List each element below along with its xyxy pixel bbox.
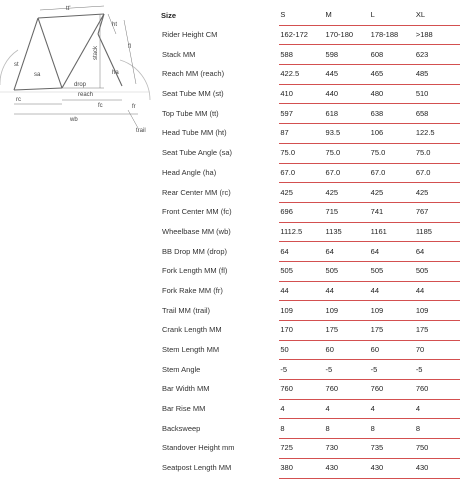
row-value: 8 bbox=[279, 419, 324, 439]
row-value: 598 bbox=[325, 45, 370, 65]
row-label: Fork Rake MM (fr) bbox=[162, 285, 223, 295]
row-value: 422.5 bbox=[279, 65, 324, 85]
table-row bbox=[160, 124, 460, 144]
row-value: 109 bbox=[279, 301, 324, 321]
table-row bbox=[160, 242, 460, 262]
row-value: 1161 bbox=[370, 222, 415, 242]
row-value: 380 bbox=[279, 458, 324, 478]
row-value: 485 bbox=[415, 65, 460, 85]
row-label: Head Tube MM (ht) bbox=[162, 128, 227, 138]
table-header-row bbox=[160, 6, 460, 25]
label-st: st bbox=[14, 62, 19, 68]
geometry-table bbox=[160, 6, 460, 479]
row-value: 425 bbox=[279, 183, 324, 203]
row-value: 109 bbox=[370, 301, 415, 321]
row-value: 109 bbox=[325, 301, 370, 321]
row-value: 75.0 bbox=[279, 143, 324, 163]
dimension-lines bbox=[0, 6, 150, 128]
row-label: Head Angle (ha) bbox=[162, 167, 217, 177]
row-label: Seat Tube MM (st) bbox=[162, 89, 224, 99]
row-label: Top Tube MM (tt) bbox=[162, 108, 219, 118]
row-value: 440 bbox=[325, 84, 370, 104]
row-value: 178-188 bbox=[370, 25, 415, 45]
row-value: 162-172 bbox=[279, 25, 324, 45]
row-label: Bar Width MM bbox=[162, 384, 210, 394]
row-value: 760 bbox=[325, 380, 370, 400]
bike-frame-drawing bbox=[0, 0, 158, 140]
row-value: 410 bbox=[279, 84, 324, 104]
header-xl: XL bbox=[415, 6, 460, 25]
row-value: 44 bbox=[415, 281, 460, 301]
row-value: 618 bbox=[325, 104, 370, 124]
row-value: 480 bbox=[370, 84, 415, 104]
row-value: 430 bbox=[325, 458, 370, 478]
row-value: 64 bbox=[370, 242, 415, 262]
label-sa: sa bbox=[34, 72, 41, 78]
row-value: 64 bbox=[279, 242, 324, 262]
label-stack: stack bbox=[93, 45, 99, 60]
row-value: 767 bbox=[415, 202, 460, 222]
row-value: 44 bbox=[370, 281, 415, 301]
row-value: 735 bbox=[370, 439, 415, 459]
row-value: 1185 bbox=[415, 222, 460, 242]
row-value: 8 bbox=[370, 419, 415, 439]
row-label: BB Drop MM (drop) bbox=[162, 246, 228, 256]
row-label: Rider Height CM bbox=[162, 30, 218, 40]
row-value: 725 bbox=[279, 439, 324, 459]
row-value: 50 bbox=[279, 340, 324, 360]
row-value: 70 bbox=[415, 340, 460, 360]
table-row bbox=[160, 25, 460, 45]
table-row bbox=[160, 301, 460, 321]
row-value: 67.0 bbox=[325, 163, 370, 183]
row-label: Backsweep bbox=[162, 423, 201, 433]
row-value: 67.0 bbox=[370, 163, 415, 183]
row-value: 75.0 bbox=[415, 143, 460, 163]
row-value: 696 bbox=[279, 202, 324, 222]
row-label: Stack MM bbox=[162, 49, 196, 59]
row-value: 430 bbox=[415, 458, 460, 478]
row-value: -5 bbox=[325, 360, 370, 380]
row-value: 170 bbox=[279, 321, 324, 341]
row-value: -5 bbox=[279, 360, 324, 380]
row-label: Wheelbase MM (wb) bbox=[162, 226, 231, 236]
table-row bbox=[160, 104, 460, 124]
row-value: 109 bbox=[415, 301, 460, 321]
row-label: Trail MM (trail) bbox=[162, 305, 211, 315]
row-value: 1112.5 bbox=[279, 222, 324, 242]
row-value: 597 bbox=[279, 104, 324, 124]
row-value: 170-180 bbox=[325, 25, 370, 45]
row-value: 425 bbox=[415, 183, 460, 203]
row-value: 175 bbox=[415, 321, 460, 341]
row-value: 60 bbox=[325, 340, 370, 360]
row-value: 638 bbox=[370, 104, 415, 124]
row-value: 760 bbox=[415, 380, 460, 400]
frame-lines bbox=[14, 14, 122, 90]
row-value: 93.5 bbox=[325, 124, 370, 144]
header-size: Size bbox=[161, 10, 177, 20]
label-ha: ha bbox=[112, 70, 119, 76]
table-row bbox=[160, 202, 460, 222]
row-value: 87 bbox=[279, 124, 324, 144]
row-value: 8 bbox=[415, 419, 460, 439]
row-value: 505 bbox=[370, 261, 415, 281]
row-value: -5 bbox=[415, 360, 460, 380]
row-value: 175 bbox=[370, 321, 415, 341]
row-label: Reach MM (reach) bbox=[162, 69, 225, 79]
row-value: 658 bbox=[415, 104, 460, 124]
row-value: 4 bbox=[415, 399, 460, 419]
row-value: 505 bbox=[279, 261, 324, 281]
row-label: Seatpost Length MM bbox=[162, 463, 232, 473]
header-m: M bbox=[325, 6, 370, 25]
row-value: 64 bbox=[325, 242, 370, 262]
table-row bbox=[160, 419, 460, 439]
table-row bbox=[160, 399, 460, 419]
table-row bbox=[160, 439, 460, 459]
row-value: 623 bbox=[415, 45, 460, 65]
row-value: 8 bbox=[325, 419, 370, 439]
row-value: 425 bbox=[325, 183, 370, 203]
label-rc: rc bbox=[16, 97, 21, 103]
table-row bbox=[160, 281, 460, 301]
row-value: -5 bbox=[370, 360, 415, 380]
row-value: 741 bbox=[370, 202, 415, 222]
row-value: 4 bbox=[279, 399, 324, 419]
row-value: 4 bbox=[370, 399, 415, 419]
row-value: 1135 bbox=[325, 222, 370, 242]
geometry-table-body bbox=[160, 6, 460, 478]
table-row bbox=[160, 458, 460, 478]
label-fl: fl bbox=[128, 44, 131, 50]
label-trail: trail bbox=[136, 128, 146, 134]
label-fr: fr bbox=[132, 104, 136, 110]
table-row bbox=[160, 321, 460, 341]
table-row bbox=[160, 143, 460, 163]
row-value: 608 bbox=[370, 45, 415, 65]
row-value: >188 bbox=[415, 25, 460, 45]
table-row bbox=[160, 261, 460, 281]
row-value: 425 bbox=[370, 183, 415, 203]
label-drop: drop bbox=[74, 82, 87, 88]
geometry-diagram bbox=[0, 0, 158, 140]
row-value: 760 bbox=[279, 380, 324, 400]
row-value: 588 bbox=[279, 45, 324, 65]
table-row bbox=[160, 380, 460, 400]
row-value: 175 bbox=[325, 321, 370, 341]
row-value: 505 bbox=[415, 261, 460, 281]
row-label: Fork Length MM (fl) bbox=[162, 266, 228, 276]
row-value: 44 bbox=[325, 281, 370, 301]
row-value: 75.0 bbox=[370, 143, 415, 163]
row-value: 750 bbox=[415, 439, 460, 459]
label-fc: fc bbox=[98, 103, 103, 109]
row-label: Standover Height mm bbox=[162, 443, 235, 453]
row-label: Front Center MM (fc) bbox=[162, 207, 232, 217]
table-row bbox=[160, 163, 460, 183]
table-row bbox=[160, 45, 460, 65]
row-value: 4 bbox=[325, 399, 370, 419]
table-row bbox=[160, 84, 460, 104]
row-value: 510 bbox=[415, 84, 460, 104]
row-label: Stem Length MM bbox=[162, 345, 220, 355]
row-value: 465 bbox=[370, 65, 415, 85]
table-row bbox=[160, 222, 460, 242]
row-value: 67.0 bbox=[279, 163, 324, 183]
row-value: 730 bbox=[325, 439, 370, 459]
header-l: L bbox=[370, 6, 415, 25]
label-ht: ht bbox=[112, 22, 118, 28]
row-value: 760 bbox=[370, 380, 415, 400]
row-value: 60 bbox=[370, 340, 415, 360]
table-row bbox=[160, 183, 460, 203]
row-label: Bar Rise MM bbox=[162, 404, 206, 414]
row-label: Seat Tube Angle (sa) bbox=[162, 148, 233, 158]
row-value: 44 bbox=[279, 281, 324, 301]
label-wb: wb bbox=[70, 117, 78, 123]
row-value: 430 bbox=[370, 458, 415, 478]
label-reach: reach bbox=[78, 92, 94, 98]
row-label: Stem Angle bbox=[162, 364, 201, 374]
table-row bbox=[160, 360, 460, 380]
table-row bbox=[160, 65, 460, 85]
row-value: 75.0 bbox=[325, 143, 370, 163]
row-value: 715 bbox=[325, 202, 370, 222]
row-label: Rear Center MM (rc) bbox=[162, 187, 231, 197]
row-value: 67.0 bbox=[415, 163, 460, 183]
row-value: 122.5 bbox=[415, 124, 460, 144]
row-value: 64 bbox=[415, 242, 460, 262]
row-value: 505 bbox=[325, 261, 370, 281]
label-tt: tt' bbox=[66, 6, 71, 12]
header-s: S bbox=[279, 6, 324, 25]
row-value: 106 bbox=[370, 124, 415, 144]
row-label: Crank Length MM bbox=[162, 325, 222, 335]
row-value: 445 bbox=[325, 65, 370, 85]
table-row bbox=[160, 340, 460, 360]
